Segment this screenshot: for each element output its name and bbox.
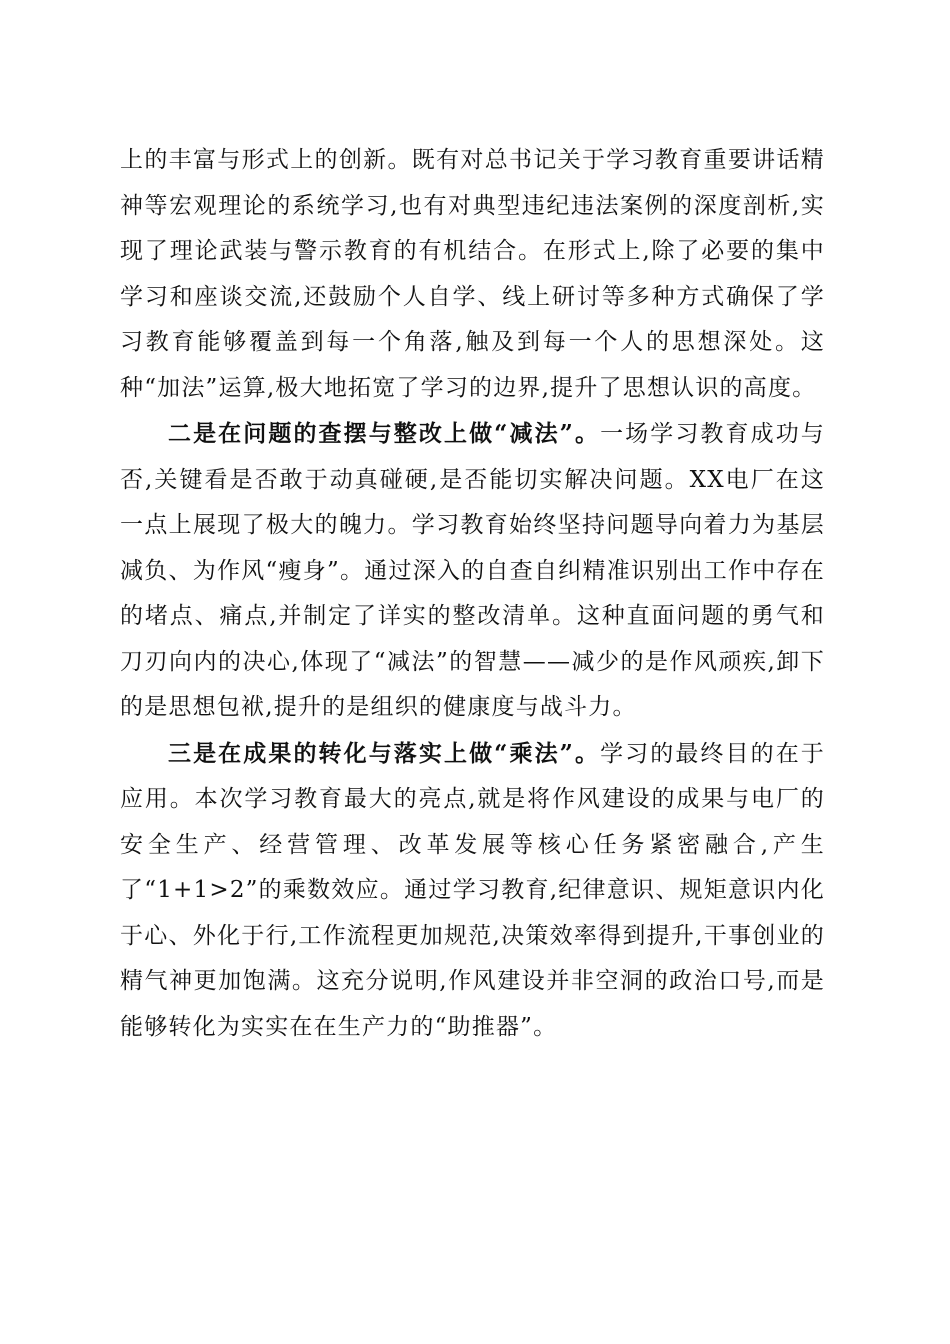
- paragraph-3-text: 学习的最终目的在于应用。本次学习教育最大的亮点,就是将作风建设的成果与电厂的安全生产、经营管理、改革发展等核心任务紧密融合,产生了“1+1>2”的乘数效应。通过学习教育,纪律意识、规矩意识内化于心、外化于行,工作流程更加规范,决策效率得到提升,干事创业的精气神更加饱满。这充分说明,作风建设并非空洞的政治口号,而是能够转化为实实在在生产力的“助推器”。: [120, 740, 825, 1040]
- paragraph-3: [120, 731, 825, 1051]
- paragraph-2-text: 一场学习教育成功与否,关键看是否敢于动真碰硬,是否能切实解决问题。XX电厂在这一点上展现了极大的魄力。学习教育始终坚持问题导向着力为基层减负、为作风“瘦身”。通过深入的自查自纠精准识别出工作中存在的堵点、痛点,并制定了详实的整改清单。这种直面问题的勇气和刀刃向内的决心,体现了“减法”的智慧——减少的是作风顽疾,卸下的是思想包袱,提升的是组织的健康度与战斗力。: [120, 421, 825, 720]
- paragraph-2-lead: 二是在问题的查摆与整改上做“减法”。: [168, 420, 601, 447]
- paragraph-2: [120, 411, 825, 731]
- paragraph-1: [120, 138, 825, 411]
- paragraph-1-text: 上的丰富与形式上的创新。既有对总书记关于学习教育重要讲话精神等宏观理论的系统学习,也有对典型违纪违法案例的深度剖析,实现了理论武装与警示教育的有机结合。在形式上,除了必要的集中学习和座谈交流,还鼓励个人自学、线上研讨等多种方式确保了学习教育能够覆盖到每一个角落,触及到每一个人的思想深处。这种“加法”运算,极大地拓宽了学习的边界,提升了思想认识的高度。: [120, 147, 825, 401]
- document-body: [120, 138, 825, 1050]
- paragraph-3-lead: 三是在成果的转化与落实上做“乘法”。: [168, 739, 601, 767]
